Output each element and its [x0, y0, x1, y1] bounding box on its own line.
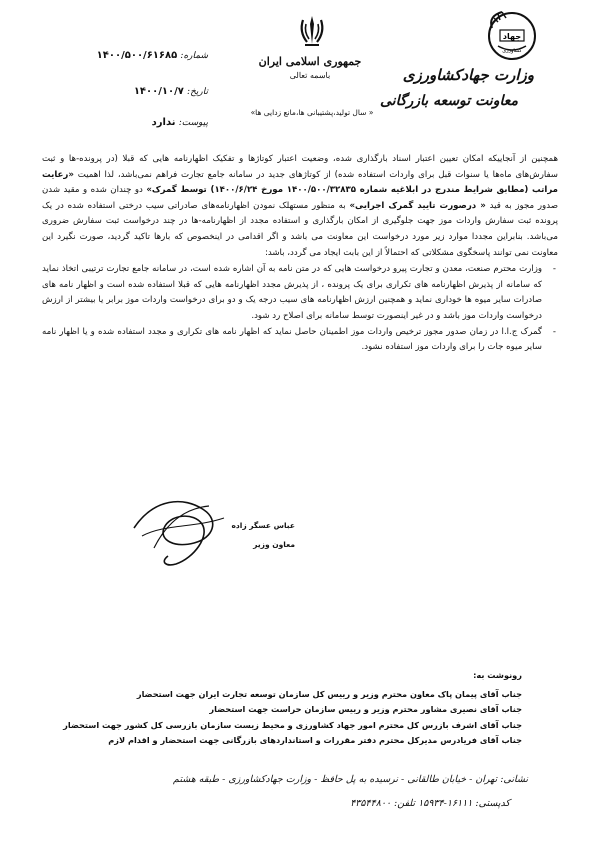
list-item: - گمرک ج.ا.ا در زمان صدور مجوز ترخیص واردات موز اطمینان حاصل نماید که اظهار نامه های تکراری و مجدد استفاده شده و یا اظهار نامه سایر میوه جات را برای واردات موز استفاده نشود. — [42, 325, 558, 356]
postal-phone-line: کدپستی: ۱۶۱۱۱-۱۵۹۳۴ تلفن: ۴۳۵۴۴۸۰۰ — [350, 798, 510, 809]
country-name: جمهوری اسلامی ایران — [258, 55, 362, 68]
copies-caption: رونوشت به: — [473, 670, 522, 680]
ministry-logo — [478, 8, 542, 62]
intro-bold-condition: « درصورت تایید گمرک اجرایی» — [349, 200, 486, 211]
signatory-title: معاون وزیر — [253, 540, 295, 549]
footer-address — [108, 768, 528, 816]
copy-recipient: جناب آقای فریادرس مدیرکل محترم دفتر مقررات و استانداردهای بازرگانی جهت استحضار و اقدام لازم — [108, 734, 522, 745]
intro-bold-reference: «رعایت مراتب (مطابق شرایط مندرج در ابلاغیه شماره ۱۴۰۰/۵۰۰/۳۲۸۳۵ مورخ ۱۴۰۰/۶/۲۴) توسط گمرک» — [42, 169, 558, 196]
number-label: شماره: — [180, 51, 208, 61]
date-label: تاریخ: — [187, 87, 208, 97]
ministry-title — [374, 65, 534, 111]
svg-text:کشاورزی: کشاورزی — [502, 48, 522, 54]
signatory-name: عباس عسگر زاده — [231, 521, 295, 530]
deputy-name: معاونت توسعه بازرگانی — [380, 93, 518, 109]
copy-recipient: جناب آقای اشرف بازرس کل محترم امور جهاد کشاورزی و محیط زیست سازمان بازرسی کل کشور جهت استحضار — [63, 719, 522, 730]
copy-recipient: جناب آقای نصیری مشاور محترم وزیر و رییس سازمان حراست جهت استحضار — [209, 704, 522, 715]
address-line: نشانی: تهران - خیابان طالقانی - نرسیده به پل حافظ - وزارت جهادکشاورزی - طبقه هشتم — [173, 774, 528, 785]
intro-end: به منظور مستهلک نمودن اظهارنامه‌های صادراتی سیب درختی استفاده شده در یک پرونده ثبت سفارش واردات موز جهت جلوگیری از امکان بارگذاری و استفاده مجدد از اظهارنامه-ها در چند درخواست ثبت سفارش ضروری می‌باشد. بنابراین مجددا موارد زیر مورد درخواست این معاونت می باشد و اگر اقدامی در اینخصوص که بارها تاکید گردید، صورت نگیرد این معاونت نمی توانند پاسخگوی مشکلاتی که احتمالاً از این بابت ایجاد می گردد، باشد: — [42, 200, 558, 258]
attachment-row — [78, 117, 208, 128]
attachment-value: ندارد — [151, 117, 176, 128]
basmala: باسمه تعالی — [289, 71, 331, 80]
intro-text: همچنین از آنجاییکه امکان تعیین اعتبار اسناد بارگذاری شده، وضعیت اعتبار کوتاژها و تفکیک اظهارنامه هایی که قبلا (در پرونده-ها و ثبت سفارش‌های ماه‌ها یا سنوات قبل برای واردات استفاده شده) از کوتاژهای جدید در سامانه جامع تجارت فراهم نمی‌باشد، لذا اهمیت — [42, 154, 559, 180]
copy-recipient: جناب آقای پیمان پاک معاون محترم وزیر و رییس کل سازمان توسعه تجارت ایران جهت استحضار — [136, 689, 522, 700]
year-slogan: « سال تولید،پشتیبانی ها،مانع زدایی ها» — [250, 108, 374, 117]
signatory-block — [205, 516, 295, 554]
letter-number-row — [78, 50, 208, 61]
ministry-name: وزارت جهادکشاورزی — [402, 66, 534, 84]
request-list — [42, 262, 558, 356]
iran-emblem-icon — [297, 14, 327, 48]
letter-body — [42, 152, 558, 356]
attachment-label: پیوست: — [178, 118, 208, 128]
intro-mid: دو چندان شده و مقید شدن صدور مجوز به قید — [42, 185, 559, 211]
list-item: - وزارت محترم صنعت، معدن و تجارت پیرو درخواست هایی که در متن نامه به آن اشاره شده است، در سامانه جامع تجارت ترتیبی اتخاذ نماید که سامانه از پذیرش اظهارنامه های تکراری برای یک پرونده ، از پذیرش مجدد اظهارنامه هایی که قبلا استفاده شده است و اظهار نامه های صادرات سایر میوه ها خوداری نماید و همچنین ارزش اظهارنامه های سیب درجه یک و دو برای درخواست واردات موز برابر یا بیشتر از ارزش درخواست واردات موز باشد و در غیر اینصورت توسط سامانه برای اصلاح رد شود. — [42, 262, 558, 324]
republic-title — [250, 55, 370, 83]
letter-date-row — [78, 86, 208, 97]
svg-text:جهاد: جهاد — [502, 32, 522, 41]
number-value: ۱۴۰۰/۵۰۰/۶۱۶۸۵ — [96, 50, 178, 61]
paragraph-intro — [42, 152, 558, 261]
date-value: ۱۴۰۰/۱۰/۷ — [133, 86, 184, 97]
copies-block — [30, 668, 522, 748]
